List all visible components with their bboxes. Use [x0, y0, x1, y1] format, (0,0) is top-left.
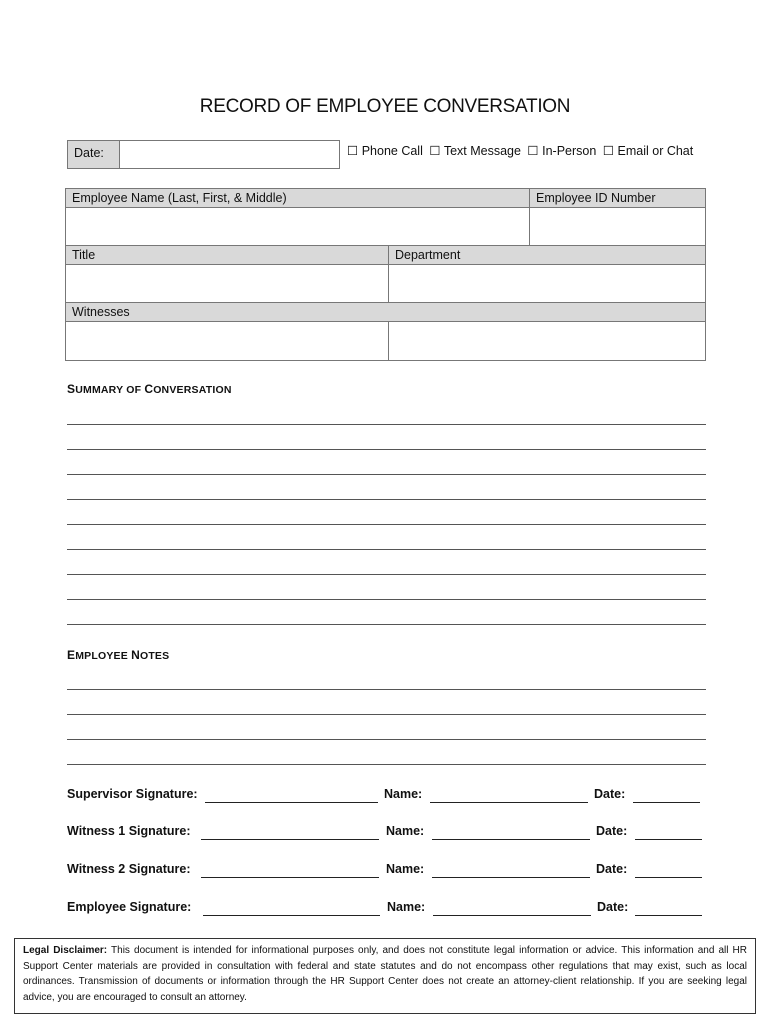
witness-input-2[interactable]	[389, 322, 705, 360]
summary-line[interactable]	[67, 499, 706, 500]
checkbox-icon[interactable]: ☐	[602, 144, 615, 158]
date-field[interactable]	[635, 915, 702, 916]
witness2-signature-row	[67, 862, 707, 882]
title-label: Title	[72, 248, 96, 262]
date-field[interactable]	[633, 802, 700, 803]
signature-field[interactable]	[203, 915, 380, 916]
name-label: Name:	[384, 787, 423, 801]
department-label: Department	[395, 248, 461, 262]
employee-id-label: Employee ID Number	[536, 191, 656, 205]
supervisor-signature-row	[67, 787, 707, 807]
date-label: Date:	[596, 862, 628, 876]
name-label: Name:	[386, 862, 425, 876]
date-field[interactable]	[635, 839, 702, 840]
employee-id-header	[530, 189, 705, 208]
employee-info-grid	[65, 188, 706, 361]
signature-label: Supervisor Signature:	[67, 787, 198, 801]
notes-line[interactable]	[67, 689, 706, 690]
witness1-signature-row	[67, 824, 707, 844]
employee-name-label: Employee Name (Last, First, & Middle)	[72, 191, 287, 205]
notes-line[interactable]	[67, 764, 706, 765]
department-input[interactable]	[389, 265, 705, 303]
summary-line[interactable]	[67, 574, 706, 575]
checkbox-icon[interactable]: ☐	[347, 144, 359, 158]
legal-disclaimer	[14, 938, 756, 1014]
department-header	[389, 246, 705, 265]
name-label: Name:	[386, 824, 425, 838]
contact-option-text[interactable]: ☐ Text Message	[429, 144, 521, 158]
witnesses-label: Witnesses	[72, 305, 130, 319]
disclaimer-text: This document is intended for informational purposes only, and does not constitute legal information or advice. This information and all HR Support Center materials are provided in consultation with federal and state statutes and do not encompass other regulations that may exist, such as local ordinances. Transmission of documents or information through the HR Support Center does not create an attorney-client relationship. If you are seeking legal advice, you are encouraged to consult an attorney.	[23, 945, 748, 1003]
date-label: Date:	[597, 900, 629, 914]
summary-line[interactable]	[67, 524, 706, 525]
title-header	[66, 246, 389, 265]
name-field[interactable]	[432, 877, 590, 878]
page-title: RECORD OF EMPLOYEE CONVERSATION	[199, 96, 571, 117]
checkbox-icon[interactable]: ☐	[527, 144, 539, 158]
date-input[interactable]	[119, 140, 340, 169]
signature-label: Witness 1 Signature:	[67, 824, 191, 838]
summary-line[interactable]	[67, 549, 706, 550]
name-field[interactable]	[430, 802, 588, 803]
summary-line[interactable]	[67, 424, 706, 425]
contact-option-email[interactable]: ☐ Email or Chat	[602, 144, 694, 158]
name-label: Name:	[387, 900, 426, 914]
signature-field[interactable]	[201, 877, 379, 878]
title-input[interactable]	[66, 265, 389, 303]
summary-heading: SUMMARY OF CONVERSATION	[67, 382, 232, 396]
signature-label: Employee Signature:	[67, 900, 192, 914]
contact-option-phone[interactable]: ☐ Phone Call	[347, 144, 423, 158]
notes-line[interactable]	[67, 714, 706, 715]
employee-name-input[interactable]	[66, 208, 530, 246]
employee-id-input[interactable]	[530, 208, 705, 246]
signature-field[interactable]	[201, 839, 379, 840]
date-label: Date:	[596, 824, 628, 838]
disclaimer-heading: Legal Disclaimer:	[23, 945, 108, 956]
date-label-cell	[67, 140, 120, 169]
signature-field[interactable]	[205, 802, 378, 803]
notes-line[interactable]	[67, 739, 706, 740]
name-field[interactable]	[433, 915, 591, 916]
summary-line[interactable]	[67, 474, 706, 475]
checkbox-icon[interactable]: ☐	[429, 144, 441, 158]
employee-signature-row	[67, 900, 707, 920]
date-field[interactable]	[635, 877, 702, 878]
witnesses-header	[66, 303, 705, 322]
witness-input-1[interactable]	[66, 322, 389, 360]
summary-line[interactable]	[67, 624, 706, 625]
notes-heading: EMPLOYEE NOTES	[67, 648, 170, 662]
summary-line[interactable]	[67, 449, 706, 450]
contact-option-in-person[interactable]: ☐ In-Person	[527, 144, 597, 158]
contact-method-options	[347, 143, 696, 158]
signature-label: Witness 2 Signature:	[67, 862, 191, 876]
employee-name-header	[66, 189, 530, 208]
date-label: Date:	[594, 787, 626, 801]
name-field[interactable]	[432, 839, 590, 840]
date-label: Date:	[74, 146, 104, 160]
summary-line[interactable]	[67, 599, 706, 600]
